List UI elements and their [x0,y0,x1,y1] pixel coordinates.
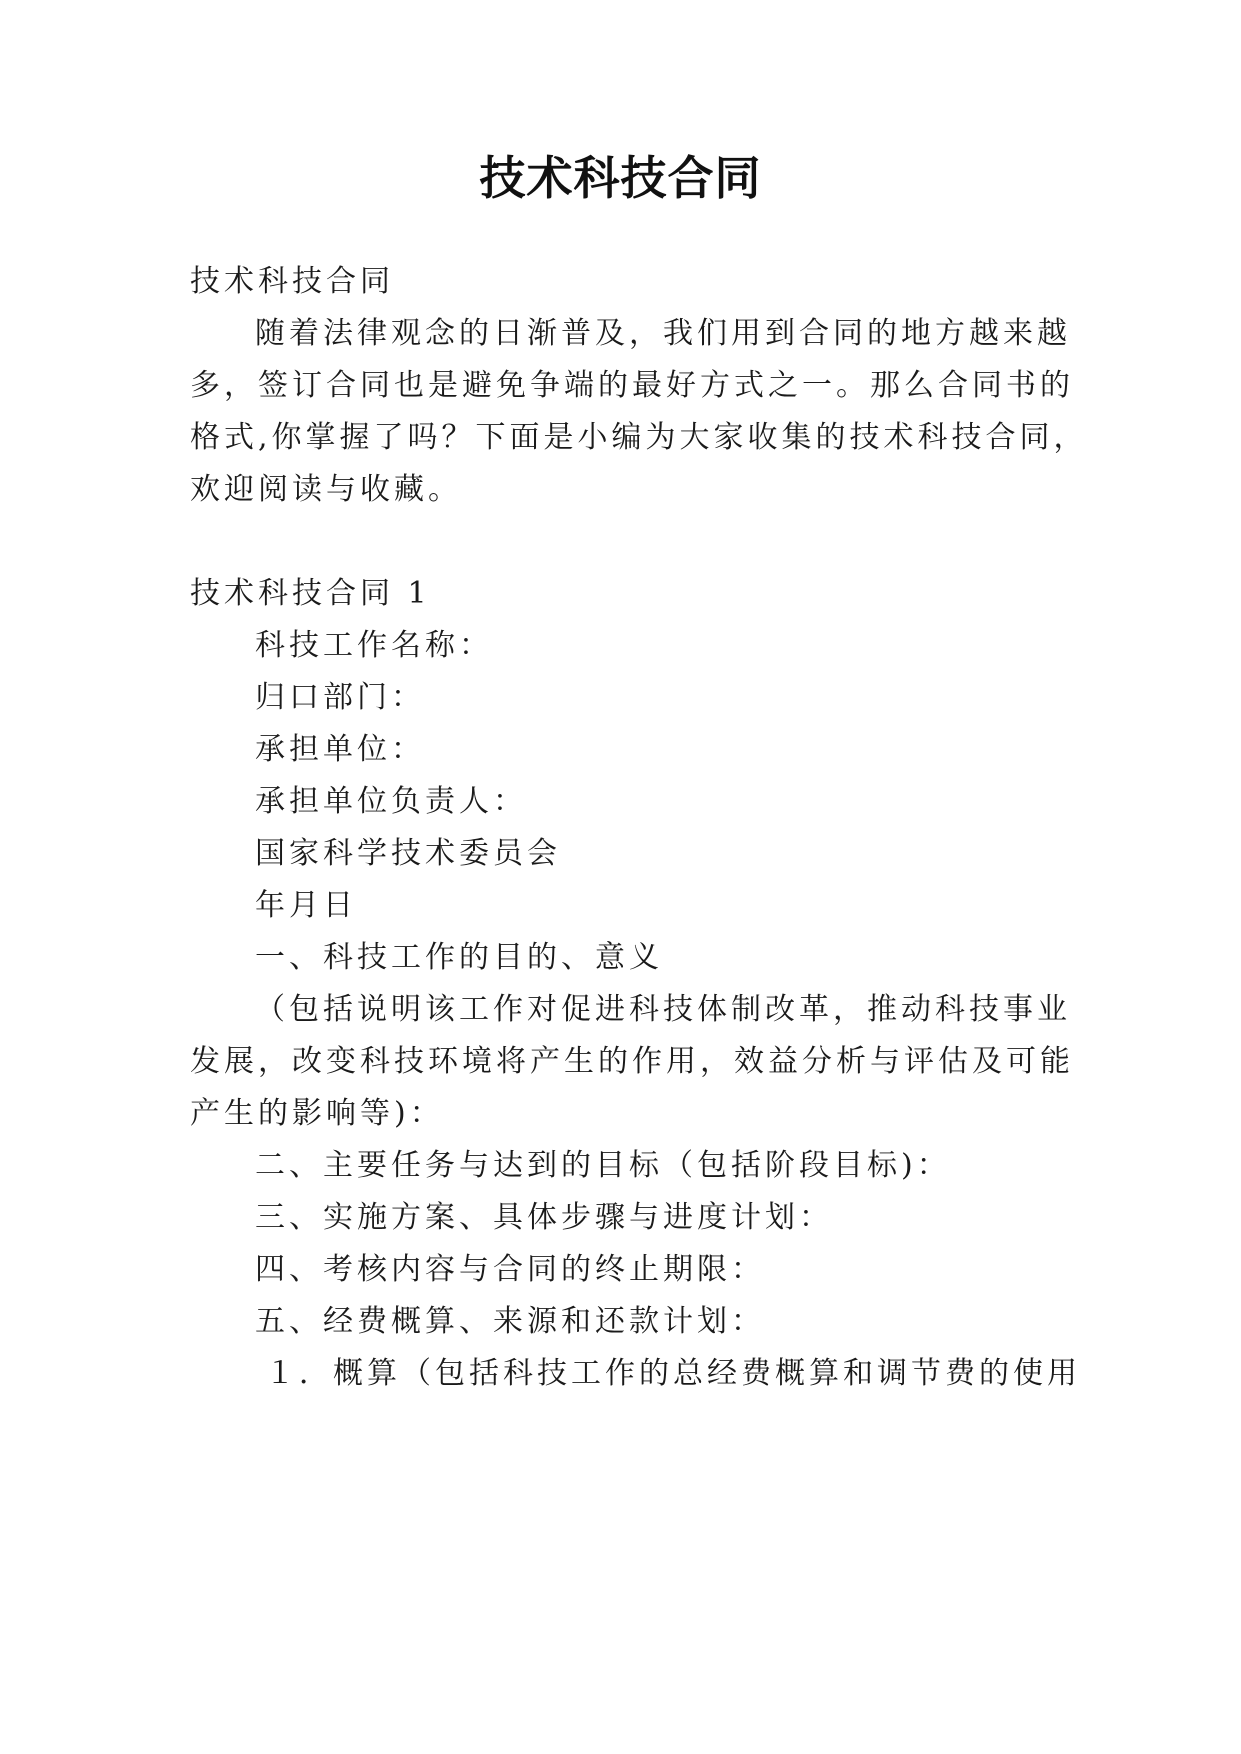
item-5-sub-1: １．概算（包括科技工作的总经费概算和调节费的使用 [265,1356,1081,1391]
document-heading: 技术科技合同 [190,264,394,299]
item-3: 三、实施方案、具体步骤与进度计划： [255,1200,833,1235]
item-5: 五、经费概算、来源和还款计划： [255,1304,765,1339]
item-1-note-line: （包括说明该工作对促进科技体制改革，推动科技事业 [255,992,1071,1027]
intro-line: 随着法律观念的日渐普及，我们用到合同的地方越来越 [255,316,1071,351]
item-2: 二、主要任务与达到的目标（包括阶段目标)： [255,1148,951,1183]
item-1-note-line: 发展，改变科技环境将产生的作用，效益分析与评估及可能 [190,1044,1074,1079]
field-project-name: 科技工作名称： [255,628,493,663]
item-4: 四、考核内容与合同的终止期限： [255,1252,765,1287]
section-title: 技术科技合同 1 [190,576,431,611]
item-1-title: 一、科技工作的目的、意义 [255,940,663,975]
intro-line: 格式,你掌握了吗？下面是小编为大家收集的技术科技合同， [190,420,1088,455]
field-undertaker: 承担单位： [255,732,425,767]
page-title: 技术科技合同 [479,151,762,205]
intro-line: 多，签订合同也是避免争端的最好方式之一。那么合同书的 [190,368,1074,403]
date-line: 年月日 [255,888,357,923]
field-undertaker-leader: 承担单位负责人： [255,784,527,819]
committee-name: 国家科学技术委员会 [255,836,561,871]
intro-line: 欢迎阅读与收藏。 [190,472,462,507]
field-department: 归口部门： [255,680,425,715]
item-1-note-line: 产生的影响等)： [190,1096,444,1131]
